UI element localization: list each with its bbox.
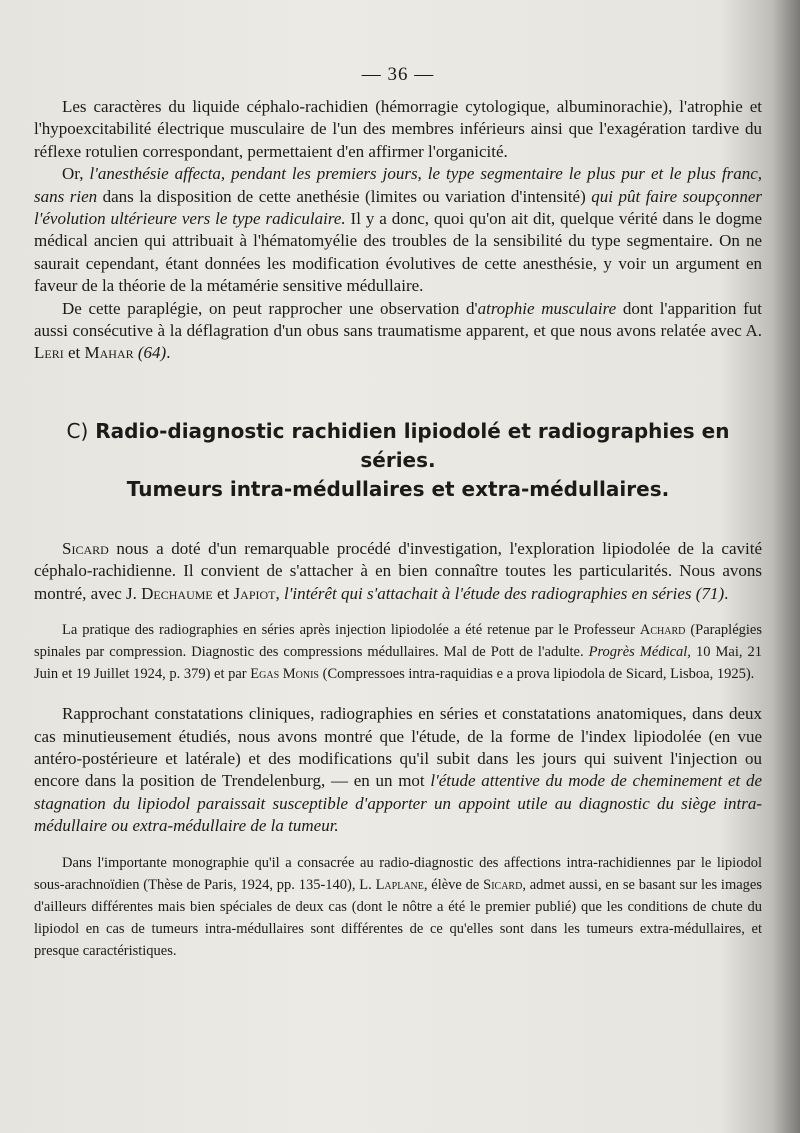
text-run: De cette paraplégie, on peut rapprocher une observation d' <box>62 298 478 318</box>
text-run: , <box>275 583 284 603</box>
paragraph-paraplegia <box>34 298 762 365</box>
paragraph-organicity: Les caractères du liquide céphalo-rachidien (hémorragie cytologique, albuminorachie), l'atrophie et l'hypoexcitabilité électrique musculaire de l'un des membres inférieurs ainsi que l'exagération tardive du réflexe rotulien correspondant, permettaient d'en affirmer l'organicité. <box>34 97 762 161</box>
author-name: Sicard <box>62 538 109 558</box>
text-run: dont l'apparition fut aussi consécutive à la déflagration d'un obus sans traumatisme apparent, et que nous avons relatée avec A. <box>34 298 762 341</box>
page-content <box>34 64 762 962</box>
page-number: — 36 — <box>361 64 435 85</box>
author-name: Egas Monis <box>250 666 319 683</box>
text-run: Rapprochant constatations cliniques, radiographies en séries et constatations anatomiques, dans deux cas minutieusement étudiés, nous avons montré que l'étude, de la forme de l'index lipiodolée (en vue antéro-postérieure et latérale) et des modifications qu'il subit dans les jours qui suivent l'injection ou encore dans la position de Trendelenburg, — en un mot <box>34 704 762 791</box>
journal-title: Progrès Médical, <box>588 644 691 661</box>
text-run: (Compressoes intra-raquidias e a prova lipiodola de Sicard, Lisboa, 1925). <box>318 666 755 683</box>
italic-run: l'intérêt qui s'attachait à l'étude des radiographies en séries (71) <box>284 583 725 603</box>
author-name: Dechaume <box>141 583 213 603</box>
text-run: dans la disposition de cette anethésie (limites ou variation d'intensité) <box>97 186 592 206</box>
paragraph-sicard <box>34 538 762 605</box>
note-achard <box>34 619 762 685</box>
text-run: Or, <box>62 164 90 184</box>
text-run: et <box>212 583 234 603</box>
section-subtitle: Tumeurs intra-médullaires et extra-médullaires. <box>126 476 670 501</box>
paragraph-anesthesia <box>34 163 762 297</box>
text-run: Dans l'importante monographie qu'il a consacrée au radio-diagnostic des affections intra-rachidiennes par le lipiodol sous-arachnoïdien (Thèse de Paris, 1924, pp. 135-140), <box>34 854 762 893</box>
text-run: (Paraplégies spinales par compression. Diagnostic des compressions médullaires. Mal de Pott de l'adulte. <box>34 622 762 661</box>
author-name: Mahar <box>84 343 134 363</box>
text-run: , élève de <box>423 876 484 893</box>
author-name: Leri <box>34 343 64 363</box>
text-run: 10 Mai, 21 Juin et 19 Juillet 1924, p. 379) et par <box>34 644 762 683</box>
author-name: Achard <box>639 622 686 639</box>
text-run: et <box>63 343 85 363</box>
italic-run: l'anesthésie affecta, pendant les premiers jours, le type segmentaire le plus pur et le plus franc, sans rien <box>34 164 762 206</box>
section-prefix: C) <box>66 418 89 443</box>
text-run: Il y a donc, quoi qu'on ait dit, quelque vérité dans le dogme médical ancien qui attribuait à l'hématomyélie des troubles de la sensibilité du type segmentaire. On ne saurait cependant, étant données les modification évolutives de cette anesthésie, y voir un argument en faveur de la théorie de la métamérie sensitive médullaire. <box>34 209 762 296</box>
paragraph-radiographies <box>34 703 762 837</box>
text-run: , admet aussi, en se basant sur les images d'ailleurs différentes mais bien spéciales de deux cas (dont le nôtre a été le premier publié) que les conditions de chute du lipiodol en cas de tumeurs intra-médullaires sont différentes de ce qu'elles sont dans les tumeurs extra-médullaires, et presque caractéristiques. <box>34 876 762 959</box>
section-heading-line <box>34 417 762 475</box>
author-name: Japiot <box>233 583 276 603</box>
note-laplane <box>34 852 762 962</box>
text-run: La pratique des radiographies en séries après injection lipiodolée a été retenue par le Professeur <box>62 622 640 639</box>
page-edge-shadow <box>772 0 800 1133</box>
italic-run: atrophie musculaire <box>477 298 617 318</box>
reference-number: (64) <box>137 343 167 363</box>
text-run: . <box>166 343 171 363</box>
text-run: . <box>724 583 729 603</box>
section-heading <box>34 417 762 504</box>
author-name: L. Laplane <box>359 876 424 893</box>
italic-run: qui pût faire soupçonner l'évolution ultérieure vers le type radiculaire. <box>34 186 762 229</box>
text-run: nous a doté d'un remarquable procédé d'investigation, l'exploration lipiodolée de la cavité céphalo-rachidienne. Il convient de s'attacher à en bien connaître toutes les particularités. Nous avons montré, avec J. <box>34 538 762 603</box>
section-title: Radio-diagnostic rachidien lipiodolé et radiographies en séries. <box>95 418 730 472</box>
author-name: Sicard <box>483 876 523 893</box>
italic-run: l'étude attentive du mode de cheminement et de stagnation du lipiodol paraissait susceptible d'apporter un appoint utile au diagnostic du siège intra-médullaire ou extra-médullaire de la tumeur. <box>34 771 762 836</box>
